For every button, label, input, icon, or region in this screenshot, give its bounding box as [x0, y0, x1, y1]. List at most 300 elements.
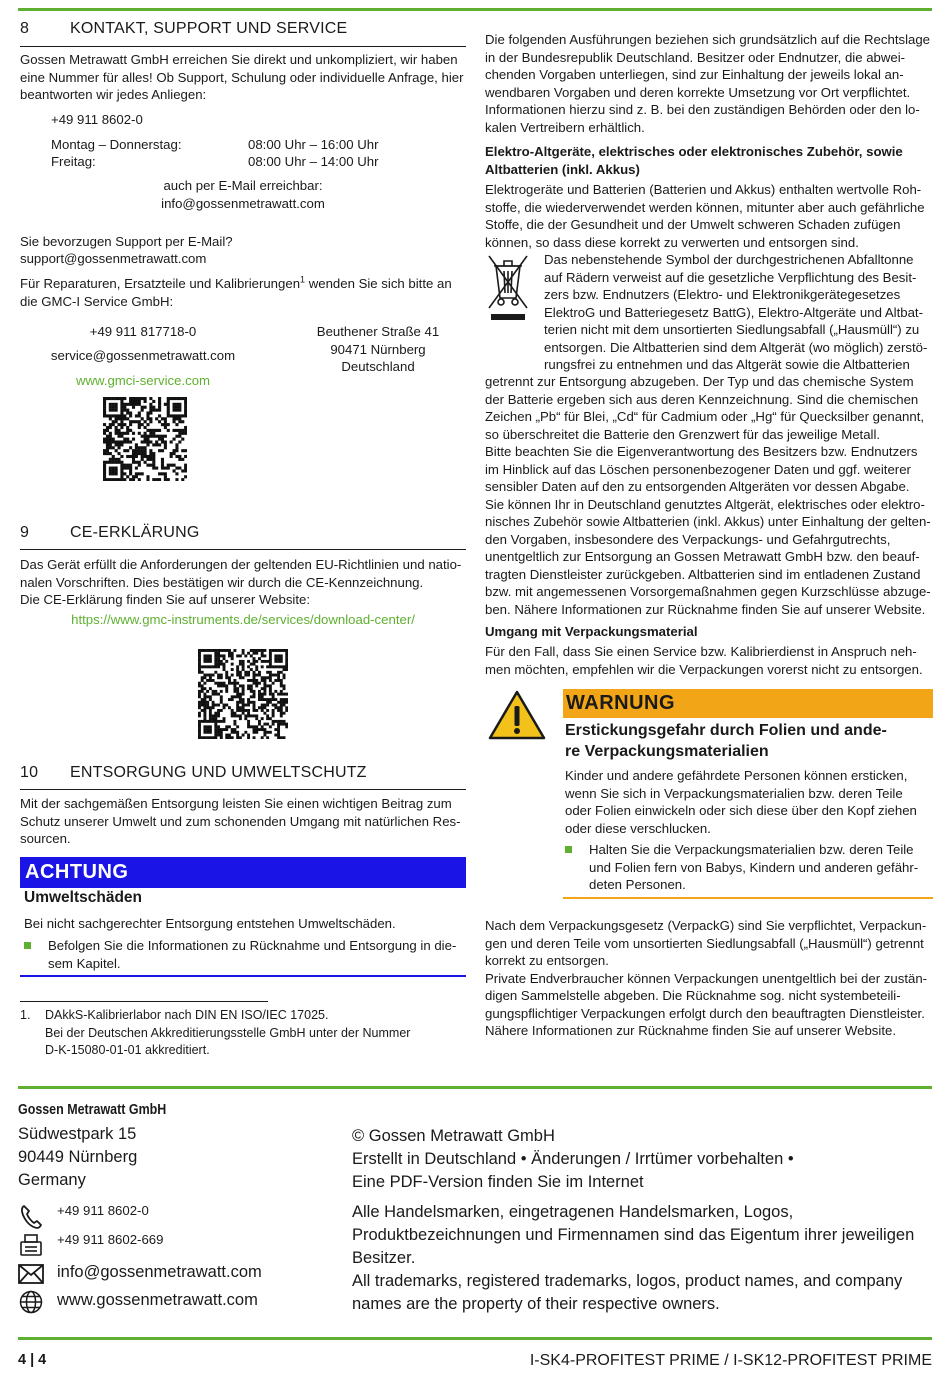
qr-module: [285, 701, 288, 704]
qr-module: [115, 443, 118, 446]
qr-module: [158, 403, 161, 406]
text-line: wenn Sie sich in Verpackungsmaterialien bzw. deren Teile: [565, 785, 903, 801]
qr-module: [158, 397, 161, 400]
text-line: Alle Handelsmarken, eingetragenen Handelsmarken, Logos,: [352, 1203, 794, 1221]
qr-module: [239, 684, 242, 687]
qr-module: [225, 687, 228, 690]
qr-module: [269, 654, 272, 657]
qr-module: [206, 704, 209, 707]
qr-module: [138, 432, 141, 435]
qr-module: [209, 665, 212, 668]
support-email[interactable]: support@gossenmetrawatt.com: [20, 251, 207, 266]
qr-module: [175, 429, 178, 432]
qr-module: [280, 671, 283, 674]
fax-icon: [19, 1233, 43, 1257]
qr-module: [103, 414, 106, 417]
qr-module: [144, 420, 147, 423]
qr-module: [149, 429, 152, 432]
qr-module: [266, 731, 269, 734]
qr-module: [184, 449, 187, 452]
qr-module: [228, 725, 231, 728]
qr-module: [231, 668, 234, 671]
address-street: Südwestpark 15: [18, 1125, 137, 1143]
qr-module: [117, 423, 120, 426]
qr-module: [209, 731, 212, 734]
qr-module: [135, 449, 138, 452]
qr-module: [225, 734, 228, 737]
qr-module: [115, 461, 118, 464]
qr-module: [126, 464, 129, 467]
qr-module: [112, 478, 115, 481]
qr-module: [277, 665, 280, 668]
qr-module: [242, 649, 245, 652]
service-qr-code[interactable]: [103, 397, 187, 481]
qr-module: [203, 701, 206, 704]
qr-module: [239, 660, 242, 663]
section-number: 10: [20, 764, 39, 781]
qr-module: [129, 472, 132, 475]
qr-module: [181, 469, 184, 472]
qr-module: [277, 728, 280, 731]
qr-module: [247, 701, 250, 704]
qr-module: [269, 679, 272, 682]
qr-module: [247, 725, 250, 728]
footer-email[interactable]: info@gossenmetrawatt.com: [57, 1263, 262, 1281]
qr-module: [261, 704, 264, 707]
qr-module: [272, 709, 275, 712]
qr-module: [214, 652, 217, 655]
repair-text-line-2: die GMC-I Service GmbH:: [20, 294, 174, 309]
qr-module: [209, 654, 212, 657]
qr-module: [158, 409, 161, 412]
qr-module: [120, 440, 123, 443]
qr-module: [274, 734, 277, 737]
page-number: 4 | 4: [18, 1352, 47, 1368]
qr-module: [253, 714, 256, 717]
qr-module: [206, 728, 209, 731]
qr-module: [103, 452, 106, 455]
qr-module: [285, 725, 288, 728]
qr-module: [141, 435, 144, 438]
qr-module: [209, 706, 212, 709]
qr-module: [223, 654, 226, 657]
qr-module: [283, 684, 286, 687]
qr-module: [280, 709, 283, 712]
qr-module: [223, 649, 226, 652]
qr-module: [135, 403, 138, 406]
qr-module: [274, 660, 277, 663]
qr-module: [285, 693, 288, 696]
ce-qr-code[interactable]: [198, 649, 288, 739]
qr-module: [184, 429, 187, 432]
qr-module: [255, 649, 258, 652]
ce-download-link[interactable]: https://www.gmc-instruments.de/services/download-center/: [71, 612, 415, 627]
qr-module: [214, 731, 217, 734]
qr-module: [181, 458, 184, 461]
qr-module: [175, 449, 178, 452]
qr-module: [231, 657, 234, 660]
qr-module: [206, 657, 209, 660]
address-city: 90471 Nürnberg: [330, 341, 426, 357]
qr-module: [231, 709, 234, 712]
qr-module: [261, 660, 264, 663]
qr-module: [164, 435, 167, 438]
qr-module: [112, 458, 115, 461]
qr-module: [175, 414, 178, 417]
qr-module: [258, 720, 261, 723]
qr-module: [126, 417, 129, 420]
qr-module: [247, 671, 250, 674]
qr-module: [283, 693, 286, 696]
qr-module: [126, 467, 129, 470]
qr-module: [103, 400, 106, 403]
qr-module: [103, 397, 106, 400]
qr-module: [236, 695, 239, 698]
qr-module: [123, 472, 126, 475]
qr-module: [280, 660, 283, 663]
qr-module: [253, 676, 256, 679]
qr-module: [280, 693, 283, 696]
text-line: digen Sammelstelle abgeben. Die Rücknahme sog. nicht systembeteili-: [485, 988, 901, 1003]
qr-module: [146, 423, 149, 426]
qr-module: [269, 665, 272, 668]
text-line: auf Rädern verweist auf die gesetzliche Verpflichtung des Besit-: [544, 269, 917, 285]
qr-module: [120, 478, 123, 481]
service-website-link[interactable]: www.gmci-service.com: [75, 373, 211, 388]
qr-module: [178, 403, 181, 406]
qr-module: [203, 720, 206, 723]
qr-module: [146, 443, 149, 446]
qr-module: [253, 682, 256, 685]
qr-module: [175, 409, 178, 412]
text-line: beantworten wir jedes Anliegen:: [20, 87, 207, 102]
qr-module: [203, 709, 206, 712]
qr-module: [135, 467, 138, 470]
qr-module: [217, 709, 220, 712]
qr-module: [274, 690, 277, 693]
qr-module: [103, 432, 106, 435]
qr-module: [109, 423, 112, 426]
top-divider: [18, 8, 932, 11]
qr-module: [280, 684, 283, 687]
qr-module: [285, 649, 288, 652]
qr-module: [173, 420, 176, 423]
qr-module: [198, 682, 201, 685]
qr-module: [126, 440, 129, 443]
qr-module: [255, 682, 258, 685]
achtung-text: Bei nicht sachgerechter Entsorgung entstehen Umweltschäden.: [24, 916, 396, 931]
qr-module: [135, 420, 138, 423]
qr-module: [255, 725, 258, 728]
qr-module: [272, 720, 275, 723]
qr-module: [144, 440, 147, 443]
warnung-bottom-rule: [563, 897, 933, 899]
qr-module: [132, 478, 135, 481]
qr-module: [117, 440, 120, 443]
qr-module: [164, 475, 167, 478]
section-title: ENTSORGUNG UND UMWELTSCHUTZ: [70, 764, 367, 781]
qr-module: [272, 649, 275, 652]
qr-module: [141, 458, 144, 461]
qr-module: [244, 671, 247, 674]
qr-module: [201, 687, 204, 690]
qr-module: [103, 469, 106, 472]
qr-module: [239, 671, 242, 674]
qr-module: [198, 668, 201, 671]
qr-module: [285, 723, 288, 726]
qr-module: [274, 649, 277, 652]
text-line: Besitzer.: [352, 1249, 416, 1267]
qr-module: [112, 423, 115, 426]
qr-module: [231, 663, 234, 666]
qr-module: [247, 734, 250, 737]
qr-module: [272, 714, 275, 717]
qr-module: [109, 469, 112, 472]
qr-module: [274, 665, 277, 668]
qr-module: [115, 409, 118, 412]
qr-module: [138, 426, 141, 429]
qr-module: [129, 446, 132, 449]
qr-module: [129, 455, 132, 458]
qr-module: [138, 414, 141, 417]
qr-module: [280, 723, 283, 726]
qr-module: [206, 674, 209, 677]
qr-module: [175, 467, 178, 470]
qr-module: [203, 714, 206, 717]
qr-module: [269, 671, 272, 674]
qr-module: [214, 693, 217, 696]
qr-module: [129, 411, 132, 414]
qr-module: [253, 671, 256, 674]
address-country: Germany: [18, 1171, 86, 1189]
qr-module: [266, 660, 269, 663]
qr-module: [239, 701, 242, 704]
qr-module: [236, 690, 239, 693]
qr-module: [242, 734, 245, 737]
qr-module: [167, 411, 170, 414]
qr-module: [112, 455, 115, 458]
qr-module: [129, 414, 132, 417]
qr-module: [247, 698, 250, 701]
qr-module: [277, 654, 280, 657]
qr-module: [239, 676, 242, 679]
text-line: Das Gerät erfüllt die Anforderungen der geltenden EU-Richtlinien und natio-: [20, 557, 462, 572]
qr-module: [253, 690, 256, 693]
qr-module: [152, 464, 155, 467]
contact-email: info@gossenmetrawatt.com: [161, 196, 325, 211]
qr-module: [152, 455, 155, 458]
footnote-ref[interactable]: 1: [300, 274, 306, 285]
qr-module: [178, 458, 181, 461]
qr-module: [141, 417, 144, 420]
qr-module: [135, 472, 138, 475]
footer-website[interactable]: www.gossenmetrawatt.com: [57, 1291, 258, 1309]
packaging-text: [485, 643, 935, 678]
qr-module: [272, 695, 275, 698]
hours-day-1: Montag – Donnerstag:: [51, 137, 182, 152]
section-number: 9: [20, 524, 30, 541]
text-line: sensibler Daten auf den zu entsorgenden Altgeräten vor dessen Abgabe.: [485, 479, 910, 494]
qr-module: [277, 674, 280, 677]
qr-module: [255, 679, 258, 682]
text-line: re Verpackungsmaterialien: [565, 743, 769, 760]
qr-module: [244, 717, 247, 720]
qr-module: [120, 397, 123, 400]
qr-module: [201, 690, 204, 693]
qr-module: [212, 674, 215, 677]
qr-module: [146, 411, 149, 414]
text-line: in der Bundesrepublik Deutschland. Besitzer oder Endnutzer, die abwei-: [485, 49, 906, 65]
qr-module: [181, 478, 184, 481]
qr-module: [152, 443, 155, 446]
text-line: Private Endverbraucher können Verpackungen unentgeltlich bei der zustän-: [485, 970, 928, 986]
section-rule: [20, 549, 466, 550]
qr-module: [217, 674, 220, 677]
legal-intro: [485, 31, 935, 136]
qr-module: [178, 420, 181, 423]
product-name: I-SK4-PROFITEST PRIME / I-SK12-PROFITEST PRIME: [529, 1352, 932, 1369]
service-email[interactable]: service@gossenmetrawatt.com: [50, 348, 236, 363]
qr-module: [266, 704, 269, 707]
qr-module: [239, 663, 242, 666]
qr-module: [225, 660, 228, 663]
qr-module: [250, 684, 253, 687]
qr-module: [253, 652, 256, 655]
weee-details: [485, 373, 935, 618]
qr-module: [120, 475, 123, 478]
qr-module: [220, 654, 223, 657]
qr-module: [280, 665, 283, 668]
qr-module: [106, 414, 109, 417]
qr-module: [231, 698, 234, 701]
qr-module: [120, 443, 123, 446]
qr-module: [280, 736, 283, 739]
qr-module: [253, 731, 256, 734]
text-line: men möchten, empfehlen wir die Verpackungen vorerst nicht zu entsorgen.: [485, 661, 923, 677]
qr-module: [242, 706, 245, 709]
qr-module: [258, 693, 261, 696]
qr-module: [225, 690, 228, 693]
qr-module: [277, 723, 280, 726]
qr-module: [244, 704, 247, 707]
qr-module: [201, 676, 204, 679]
qr-module: [285, 652, 288, 655]
qr-module: [214, 682, 217, 685]
qr-module: [280, 690, 283, 693]
qr-module: [269, 701, 272, 704]
qr-module: [274, 704, 277, 707]
qr-module: [217, 676, 220, 679]
qr-module: [103, 403, 106, 406]
qr-module: [255, 660, 258, 663]
qr-module: [283, 674, 286, 677]
qr-module: [106, 461, 109, 464]
qr-module: [225, 671, 228, 674]
qr-module: [280, 704, 283, 707]
qr-module: [173, 449, 176, 452]
qr-module: [272, 723, 275, 726]
qr-module: [132, 455, 135, 458]
qr-module: [164, 426, 167, 429]
text-line: Kinder und andere gefährdete Personen können ersticken,: [565, 768, 908, 783]
qr-module: [175, 417, 178, 420]
qr-module: [277, 649, 280, 652]
qr-module: [117, 432, 120, 435]
qr-module: [158, 406, 161, 409]
qr-module: [138, 420, 141, 423]
qr-module: [220, 731, 223, 734]
qr-module: [178, 432, 181, 435]
qr-module: [115, 440, 118, 443]
qr-module: [247, 674, 250, 677]
qr-module: [198, 731, 201, 734]
qr-module: [212, 665, 215, 668]
qr-module: [115, 478, 118, 481]
achtung-bullet: [24, 937, 464, 972]
section-10-heading: [20, 764, 466, 788]
qr-module: [123, 403, 126, 406]
qr-module: [217, 720, 220, 723]
qr-module: [129, 469, 132, 472]
qr-module: [231, 736, 234, 739]
qr-module: [223, 665, 226, 668]
qr-module: [103, 429, 106, 432]
qr-module: [223, 720, 226, 723]
qr-module: [263, 654, 266, 657]
packaging-heading: Umgang mit Verpackungsmaterial: [485, 624, 698, 639]
qr-module: [269, 652, 272, 655]
qr-module: [214, 649, 217, 652]
qr-module: [198, 663, 201, 666]
qr-module: [231, 728, 234, 731]
qr-module: [266, 701, 269, 704]
text-line: korrekt zu entsorgen.: [485, 953, 609, 968]
qr-module: [161, 472, 164, 475]
qr-module: [228, 679, 231, 682]
qr-module: [223, 704, 226, 707]
qr-module: [126, 438, 129, 441]
qr-module: [109, 417, 112, 420]
section-8-heading: [20, 20, 466, 44]
qr-module: [258, 671, 261, 674]
qr-module: [250, 663, 253, 666]
qr-module: [274, 698, 277, 701]
qr-module: [138, 397, 141, 400]
qr-module: [106, 452, 109, 455]
qr-module: [223, 706, 226, 709]
text-line: gungspflichtiger Verpackungen erfolgt durch den beauftragten Dienstleister.: [485, 1005, 925, 1021]
qr-module: [146, 455, 149, 458]
qr-module: [233, 687, 236, 690]
qr-module: [184, 400, 187, 403]
qr-module: [228, 706, 231, 709]
qr-module: [164, 467, 167, 470]
warnung-banner: [563, 689, 933, 718]
qr-module: [217, 684, 220, 687]
qr-module: [164, 443, 167, 446]
qr-module: [236, 671, 239, 674]
qr-module: [280, 682, 283, 685]
qr-module: [266, 676, 269, 679]
text-line: All trademarks, registered trademarks, logos, product names, and company: [352, 1272, 903, 1290]
qr-module: [280, 706, 283, 709]
qr-module: [152, 452, 155, 455]
qr-module: [123, 397, 126, 400]
qr-module: [201, 704, 204, 707]
qr-module: [258, 674, 261, 677]
qr-module: [261, 652, 264, 655]
qr-module: [152, 409, 155, 412]
